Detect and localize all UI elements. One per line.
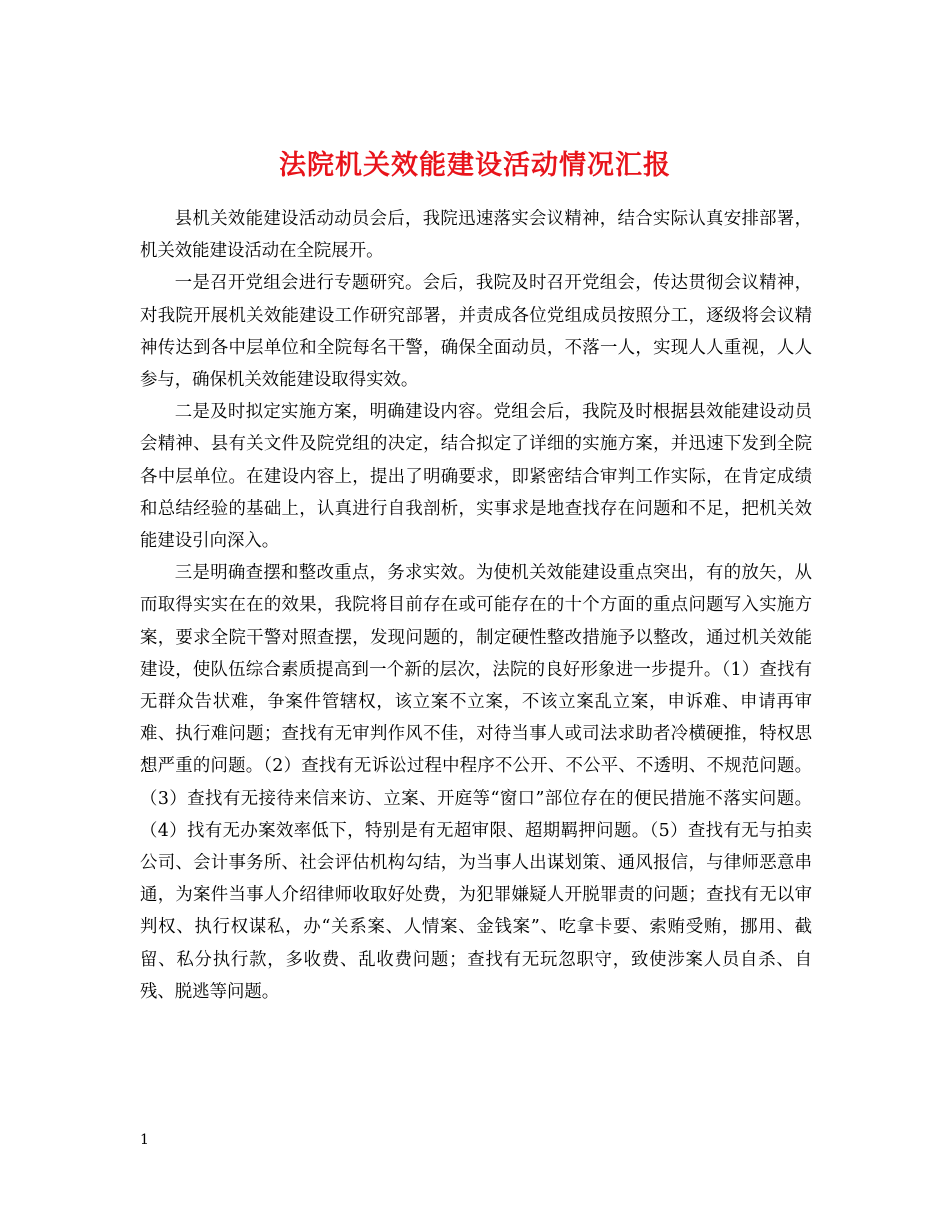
paragraph-two: 二是及时拟定实施方案，明确建设内容。党组会后，我院及时根据县效能建设动员会精神、县有关文件及院党组的决定，结合拟定了详细的实施方案，并迅速下发到全院各中层单位。在建设内容上，提出了明确要求，即紧密结合审判工作实际，在肯定成绩和总结经验的基础上，认真进行自我剖析，实事求是地查找存在问题和不足，把机关效能建设引向深入。 (140, 402, 812, 552)
page-number: 1 (140, 1132, 149, 1148)
paragraph-one: 一是召开党组会进行专题研究。会后，我院及时召开党组会，传达贯彻会议精神，对我院开展机关效能建设工作研究部署，并责成各位党组成员按照分工，逐级将会议精神传达到各中层单位和全院每名干警，确保全面动员，不落一人，实现人人重视，人人参与，确保机关效能建设取得实效。 (140, 273, 812, 391)
document-body (140, 203, 812, 1008)
paragraph-intro: 县机关效能建设活动动员会后，我院迅速落实会议精神，结合实际认真安排部署，机关效能建设活动在全院展开。 (140, 209, 812, 262)
document-title: 法院机关效能建设活动情况汇报 (279, 150, 671, 182)
paragraph-three: 三是明确查摆和整改重点，务求实效。为使机关效能建设重点突出，有的放矢，从而取得实实在在的效果，我院将目前存在或可能存在的十个方面的重点问题写入实施方案，要求全院干警对照查摆，发现问题的，制定硬性整改措施予以整改，通过机关效能建设，使队伍综合素质提高到一个新的层次，法院的良好形象进一步提升。（1）查找有无群众告状难，争案件管辖权，该立案不立案，不该立案乱立案，申诉难、申请再审难、执行难问题；查找有无审判作风不佳，对待当事人或司法求助者冷横硬推，特权思想严重的问题。（2）查找有无诉讼过程中程序不公开、不公平、不透明、不规范问题。（3）查找有无接待来信来访、立案、开庭等“窗口”部位存在的便民措施不落实问题。（4）找有无办案效率低下，特别是有无超审限、超期羁押问题。（5）查找有无与拍卖公司、会计事务所、社会评估机构勾结，为当事人出谋划策、通风报信，与律师恶意串通，为案件当事人介绍律师收取好处费，为犯罪嫌疑人开脱罪责的问题；查找有无以审判权、执行权谋私，办“关系案、人情案、金钱案”、吃拿卡要、索贿受贿，挪用、截留、私分执行款，多收费、乱收费问题；查找有无玩忽职守，致使涉案人员自杀、自残、脱逃等问题。 (140, 563, 812, 1002)
